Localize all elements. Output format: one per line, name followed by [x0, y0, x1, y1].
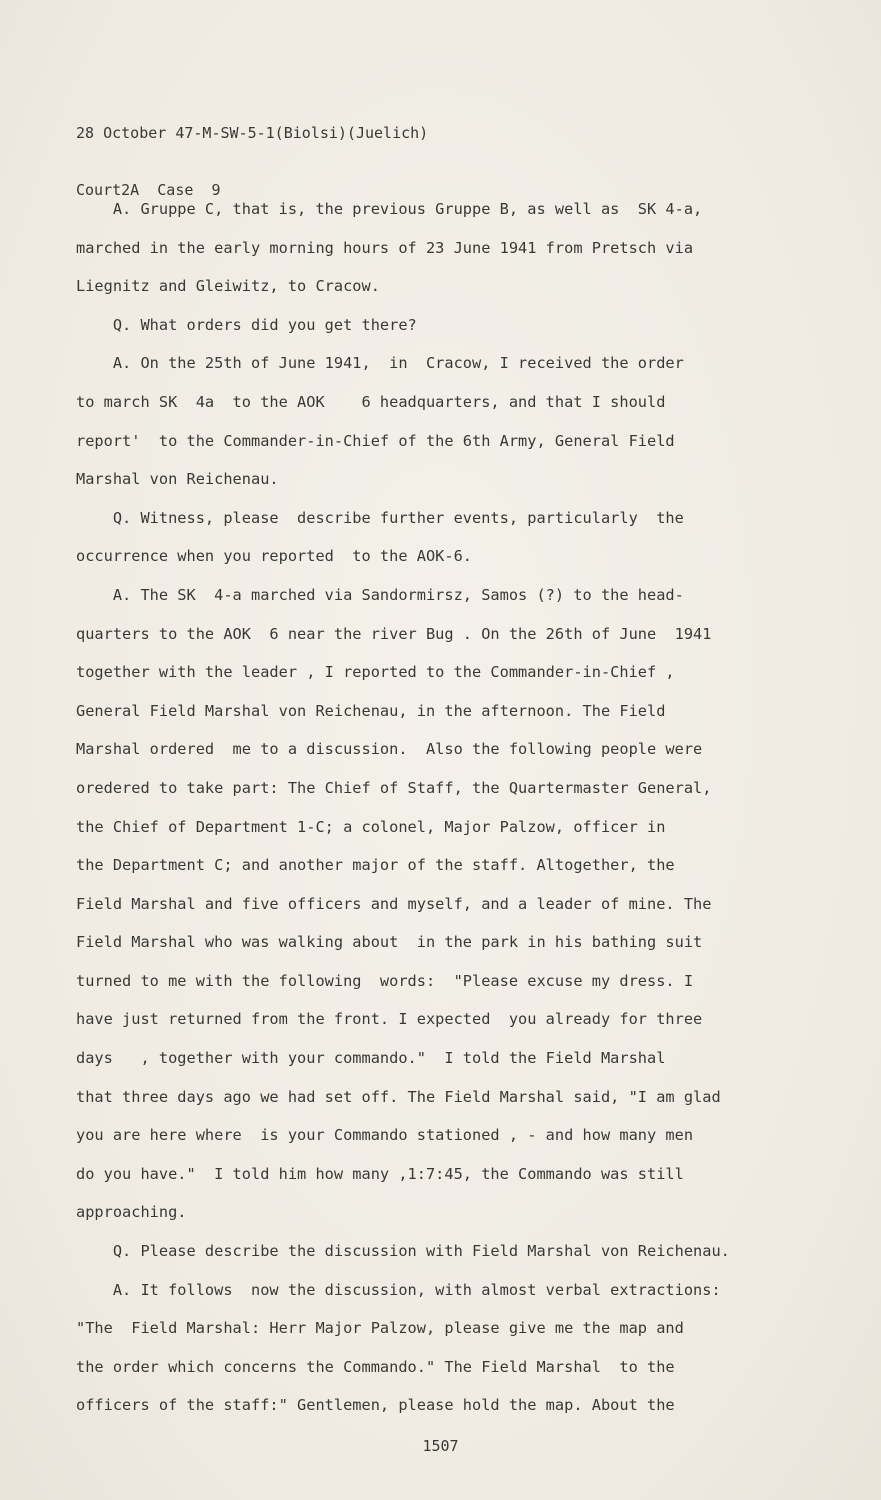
text-line: Q. Please describe the discussion with Field Marshal von Reichenau. [76, 1242, 730, 1261]
text-line: A. On the 25th of June 1941, in Cracow, I received the order [76, 354, 684, 373]
text-line: Marshal ordered me to a discussion. Also the following people were [76, 740, 703, 759]
testimony-body [76, 198, 796, 1433]
header-date-reference: 28 October 47-M-SW-5-1(Biolsi)(Juelich) [76, 124, 429, 142]
text-line: Liegnitz and Gleiwitz, to Cracow. [76, 277, 380, 296]
text-line: A. Gruppe C, that is, the previous Gruppe B, as well as SK 4-a, [76, 200, 703, 218]
text-line: together with the leader , I reported to the Commander-in-Chief , [76, 663, 675, 682]
text-line: the Department C; and another major of the staff. Altogether, the [76, 856, 675, 875]
text-line: do you have." I told him how many ,1:7:45, the Commando was still [76, 1164, 684, 1183]
text-line: Field Marshal who was walking about in the park in his bathing suit [76, 933, 703, 952]
page-number: 1507 [422, 1437, 459, 1455]
text-line: approaching. [76, 1203, 187, 1222]
text-line: have just returned from the front. I expected you already for three [76, 1010, 703, 1029]
header-court-case: Court2A Case 9 [76, 181, 221, 199]
text-line: A. The SK 4-a marched via Sandormirsz, Samos (?) to the head- [76, 585, 684, 604]
text-line: oredered to take part: The Chief of Staff, the Quartermaster General, [76, 778, 712, 797]
text-line: you are here where is your Commando stationed , - and how many men [76, 1126, 694, 1145]
text-line: occurrence when you reported to the AOK-6. [76, 547, 473, 566]
text-line: General Field Marshal von Reichenau, in the afternoon. The Field [76, 701, 666, 720]
text-line: "The Field Marshal: Herr Major Palzow, please give me the map and [76, 1319, 684, 1338]
text-line: Marshal von Reichenau. [76, 470, 279, 489]
text-line: turned to me with the following words: "Please excuse my dress. I [76, 971, 694, 990]
text-line: quarters to the AOK 6 near the river Bug . On the 26th of June 1941 [76, 624, 712, 643]
text-line: days , together with your commando." I told the Field Marshal [76, 1049, 666, 1068]
text-line: Q. What orders did you get there? [76, 315, 417, 334]
text-line: Field Marshal and five officers and myself, and a leader of mine. The [76, 894, 712, 913]
text-line: officers of the staff:" Gentlemen, please hold the map. About the [76, 1396, 675, 1415]
text-line: A. It follows now the discussion, with almost verbal extractions: [76, 1280, 721, 1299]
text-line: the Chief of Department 1-C; a colonel, Major Palzow, officer in [76, 817, 666, 836]
text-line: report' to the Commander-in-Chief of the 6th Army, General Field [76, 431, 675, 450]
text-line: to march SK 4a to the AOK 6 headquarters, and that I should [76, 392, 666, 411]
text-line: that three days ago we had set off. The Field Marshal said, "I am glad [76, 1087, 721, 1106]
text-line: the order which concerns the Commando." The Field Marshal to the [76, 1357, 675, 1376]
text-line: Q. Witness, please describe further events, particularly the [76, 508, 684, 527]
text-line: marched in the early morning hours of 23 June 1941 from Pretsch via [76, 238, 694, 257]
